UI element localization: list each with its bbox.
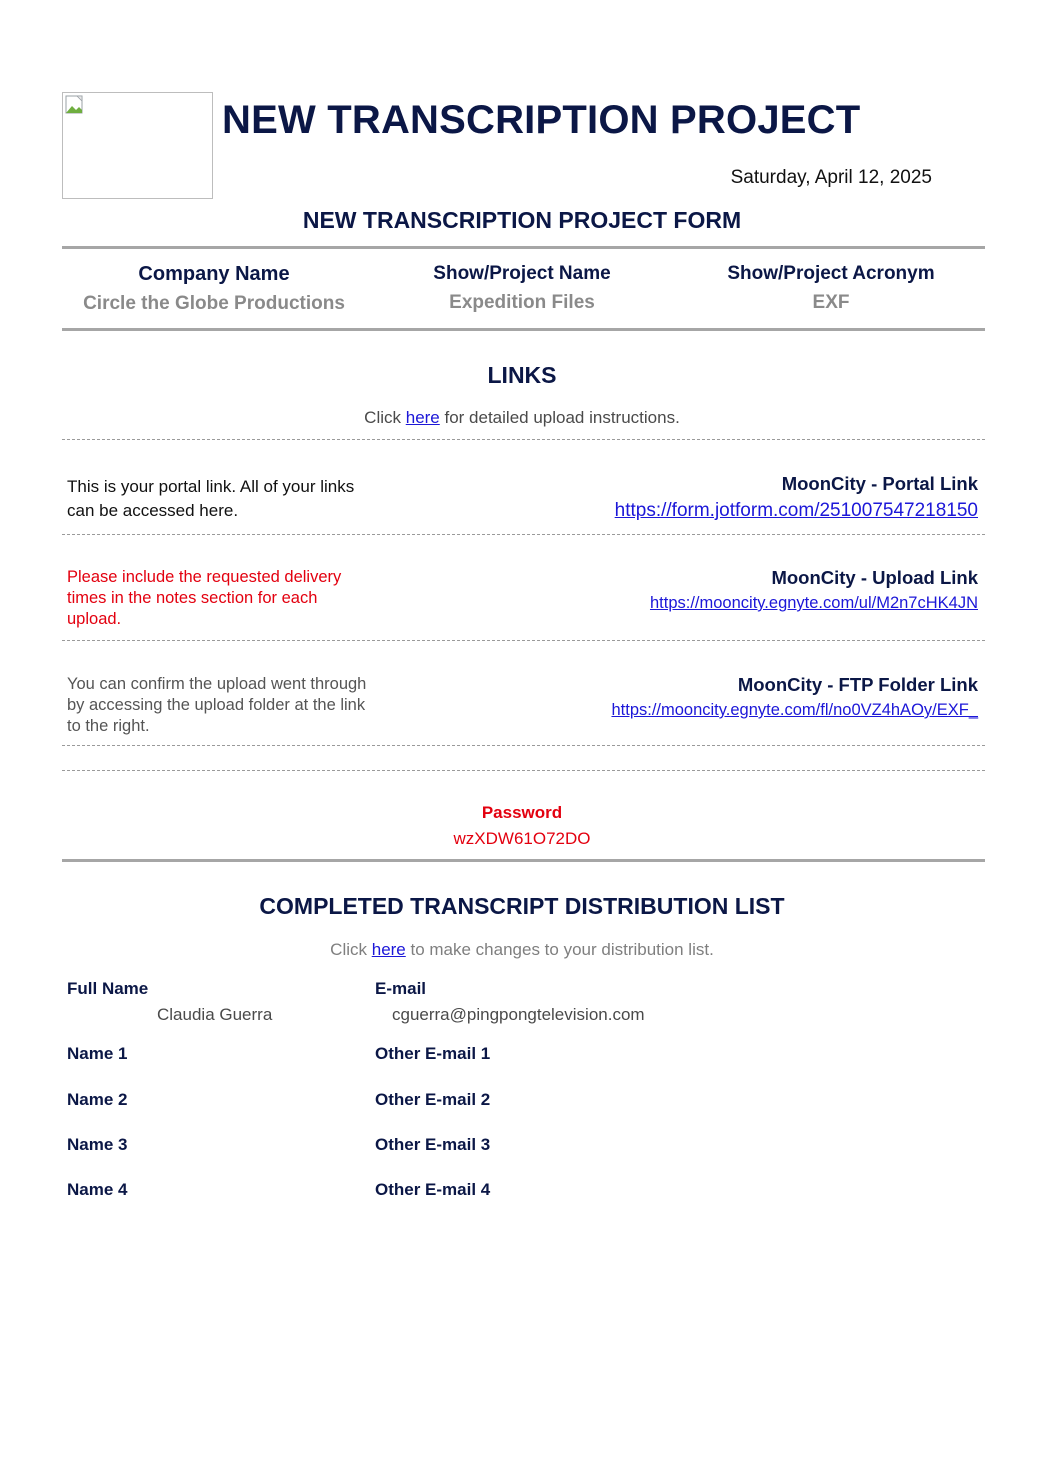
links-section-title: LINKS [487,362,557,388]
portal-link-url[interactable]: https://form.jotform.com/251007547218150 [614,500,978,521]
upload-instructions-text-after: for detailed upload instructions. [439,408,680,427]
divider [62,859,985,862]
ftp-folder-link-url[interactable]: https://mooncity.egnyte.com/fl/no0VZ4hAOy/EXF_ [611,701,978,719]
distribution-section-title: COMPLETED TRANSCRIPT DISTRIBUTION LIST [259,893,785,919]
other-email-3-label: Other E-mail 3 [375,1135,491,1154]
portal-link-note: This is your portal link. All of your links can be accessed here. [67,477,355,520]
show-name-field [382,263,662,314]
delivery-times-note: Please include the requested delivery times in the notes section for each upload. [67,568,342,628]
upload-confirm-note: You can confirm the upload went through by accessing the upload folder at the link to the right. [67,675,367,735]
password-value: wzXDW61O72DO [453,829,591,848]
page-title: NEW TRANSCRIPTION PROJECT [222,98,861,142]
name-3-label: Name 3 [67,1135,128,1154]
dashed-divider [62,439,985,440]
show-acronym-value: EXF [812,292,850,313]
portal-link-block [615,473,978,522]
company-name-label: Company Name [138,263,290,285]
distribution-changes-link[interactable]: here [371,940,406,959]
name-4-label: Name 4 [67,1180,128,1199]
divider [62,246,985,249]
name-2-label: Name 2 [67,1090,128,1109]
ftp-folder-link-label: MoonCity - FTP Folder Link [737,674,978,695]
document-date: Saturday, April 12, 2025 [730,167,932,188]
email-value: cguerra@pingpongtelevision.com [392,1005,645,1024]
company-logo-placeholder [62,92,213,199]
portal-link-label: MoonCity - Portal Link [781,473,978,494]
divider [62,328,985,331]
dashed-divider [62,640,985,641]
show-name-value: Expedition Files [449,292,595,313]
full-name-label: Full Name [67,979,149,998]
other-email-2-label: Other E-mail 2 [375,1090,491,1109]
other-email-4-label: Other E-mail 4 [375,1180,491,1199]
broken-image-icon [65,95,85,115]
ftp-folder-link-block [611,674,978,720]
name-1-label: Name 1 [67,1044,128,1063]
show-acronym-label: Show/Project Acronym [727,263,935,284]
distribution-changes-text-before: Click [330,940,372,959]
upload-instructions-link[interactable]: here [405,408,440,427]
dashed-divider [62,770,985,771]
show-name-label: Show/Project Name [433,263,611,284]
full-name-value: Claudia Guerra [157,1005,273,1024]
password-label: Password [481,803,563,822]
upload-link-label: MoonCity - Upload Link [771,567,978,588]
dashed-divider [62,745,985,746]
upload-link-block [650,567,978,613]
upload-link-url[interactable]: https://mooncity.egnyte.com/ul/M2n7cHK4JN [649,594,978,612]
distribution-changes-line [0,940,1044,960]
other-email-1-label: Other E-mail 1 [375,1044,491,1063]
distribution-changes-text-after: to make changes to your distribution list. [405,940,714,959]
email-label: E-mail [375,979,427,998]
show-acronym-field [691,263,971,314]
upload-instructions-text-before: Click [364,408,406,427]
form-title: NEW TRANSCRIPTION PROJECT FORM [302,207,742,233]
dashed-divider [62,534,985,535]
company-name-value: Circle the Globe Productions [83,293,345,314]
upload-instructions-line [0,408,1044,428]
company-name-field [74,263,354,315]
